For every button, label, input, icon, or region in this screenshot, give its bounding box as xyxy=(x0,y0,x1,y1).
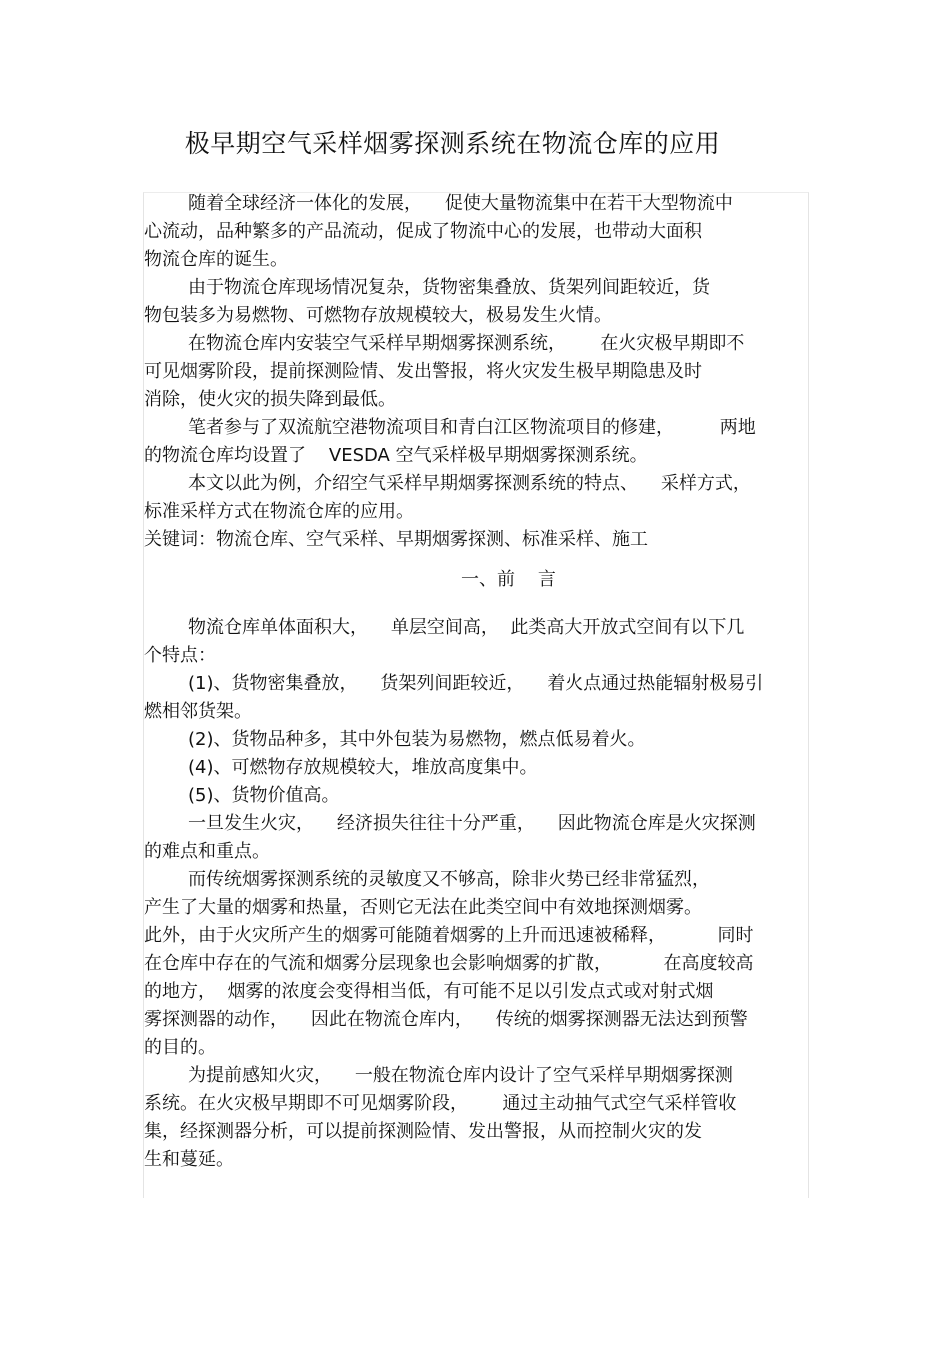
text-line: 集，经探测器分析，可以提前探测险情、发出警报，从而控制火灾的发 xyxy=(144,1121,702,1142)
text-line: 系统。在火灾极早期即不可见烟雾阶段， 通过主动抽气式空气采样管收 xyxy=(144,1093,737,1114)
text-line: 的物流仓库均设置了 VESDA 空气采样极早期烟雾探测系统。 xyxy=(144,445,648,466)
keywords-line: 关键词：物流仓库、空气采样、早期烟雾探测、标准采样、施工 xyxy=(144,529,648,550)
text-line: 个特点： xyxy=(144,645,216,666)
text-line: 由于物流仓库现场情况复杂，货物密集叠放、货架列间距较近，货 xyxy=(188,277,710,298)
document-title: 极早期空气采样烟雾探测系统在物流仓库的应用 xyxy=(184,129,721,158)
text-line: 雾探测器的动作， 因此在物流仓库内， 传统的烟雾探测器无法达到预警 xyxy=(144,1009,748,1030)
list-item-4 xyxy=(144,754,808,782)
section-paragraph-3 xyxy=(144,866,808,1062)
text-line: 而传统烟雾探测系统的灵敏度又不够高，除非火势已经非常猛烈， xyxy=(188,869,710,890)
text-line: 为提前感知火灾， 一般在物流仓库内设计了空气采样早期烟雾探测 xyxy=(188,1065,733,1086)
text-line: 物流仓库的诞生。 xyxy=(144,249,288,270)
section-paragraph-2 xyxy=(144,810,808,866)
text-line: (4)、可燃物存放规模较大，堆放高度集中。 xyxy=(188,757,538,778)
list-item-1 xyxy=(144,670,808,726)
text-line: (1)、货物密集叠放， 货架列间距较近， 着火点通过热能辐射极易引 xyxy=(188,673,764,694)
text-line: 物包装多为易燃物、可燃物存放规模较大，极易发生火情。 xyxy=(144,305,612,326)
text-line: 可见烟雾阶段，提前探测险情、发出警报，将火灾发生极早期隐患及时 xyxy=(144,361,702,382)
abstract-paragraph-1 xyxy=(144,190,808,274)
text-line: 一旦发生火灾， 经济损失往往十分严重， 因此物流仓库是火灾探测 xyxy=(188,813,756,834)
abstract-paragraph-3 xyxy=(144,330,808,414)
text-line: 笔者参与了双流航空港物流项目和青白江区物流项目的修建， 两地 xyxy=(188,417,756,438)
text-line: 标准采样方式在物流仓库的应用。 xyxy=(144,501,414,522)
abstract-paragraph-2 xyxy=(144,274,808,330)
text-line: 物流仓库单体面积大， 单层空间高， 此类高大开放式空间有以下几 xyxy=(188,617,745,638)
text-line: 本文以此为例，介绍空气采样早期烟雾探测系统的特点、 采样方式， xyxy=(188,473,751,494)
text-line: 的目的。 xyxy=(144,1037,216,1058)
document-body xyxy=(144,190,808,1174)
abstract-paragraph-5 xyxy=(144,470,808,526)
text-line: 的地方， 烟雾的浓度会变得相当低，有可能不足以引发点式或对射式烟 xyxy=(144,981,714,1002)
text-line: 的难点和重点。 xyxy=(144,841,270,862)
section-paragraph-4 xyxy=(144,1062,808,1174)
text-line: 消除，使火灾的损失降到最低。 xyxy=(144,389,396,410)
text-line: (5)、货物价值高。 xyxy=(188,785,340,806)
text-line: 在物流仓库内安装空气采样早期烟雾探测系统， 在火灾极早期即不 xyxy=(188,333,745,354)
list-item-2 xyxy=(144,726,808,754)
section-paragraph-1 xyxy=(144,614,808,670)
abstract-paragraph-4 xyxy=(144,414,808,470)
text-line: 心流动，品种繁多的产品流动，促成了物流中心的发展，也带动大面积 xyxy=(144,221,702,242)
text-line: 生和蔓延。 xyxy=(144,1149,234,1170)
text-line: 此外，由于火灾所产生的烟雾可能随着烟雾的上升而迅速被稀释， 同时 xyxy=(144,925,754,946)
text-line: 燃相邻货架。 xyxy=(144,701,252,722)
section-heading: 一、前 言 xyxy=(461,569,556,590)
text-line: 随着全球经济一体化的发展， 促使大量物流集中在若干大型物流中 xyxy=(188,193,733,214)
list-item-5 xyxy=(144,782,808,810)
text-line: 在仓库中存在的气流和烟雾分层现象也会影响烟雾的扩散， 在高度较高 xyxy=(144,953,754,974)
text-line: 产生了大量的烟雾和热量，否则它无法在此类空间中有效地探测烟雾。 xyxy=(144,897,702,918)
text-line: (2)、货物品种多，其中外包装为易燃物，燃点低易着火。 xyxy=(188,729,646,750)
